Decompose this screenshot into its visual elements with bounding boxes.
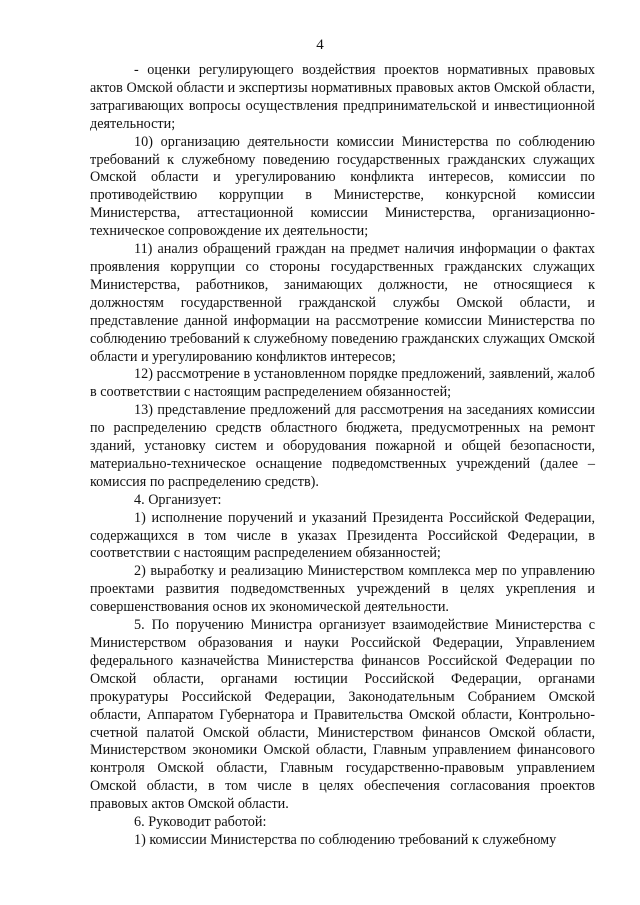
paragraph-item-10: 10) организацию деятельности комиссии Министерства по соблюдению требований к служебному поведению государственных гражданских служащих Омской области и урегулированию конфликта интересов, комиссии по противодействию коррупции в Министерстве, конкурсной комиссии Министерства, аттестационной комиссии Министерства, организационно-техническое сопровождение их деятельности;	[90, 133, 595, 240]
page-number: 4	[316, 37, 324, 53]
document-body	[90, 62, 595, 850]
paragraph-assessment-item: - оценки регулирующего воздействия проектов нормативных правовых актов Омской области и экспертизы нормативных правовых актов Омской области, затрагивающих вопросы осуществления предпринимательской и инвестиционной деятельности;	[90, 62, 595, 132]
section-4-item-2: 2) выработку и реализацию Министерством комплекса мер по управлению проектами развития подведомственных учреждений в целях укрепления и совершенствования основ их экономической деятельности.	[90, 563, 595, 616]
section-4-item-1: 1) исполнение поручений и указаний Президента Российской Федерации, содержащихся в том числе в указах Президента Российской Федерации, в соответствии с настоящим распределением обязанностей;	[90, 509, 595, 562]
section-4-heading: 4. Организует:	[134, 491, 222, 508]
paragraph-item-11: 11) анализ обращений граждан на предмет наличия информации о фактах проявления коррупции со стороны государственных гражданских служащих Министерства, работников, занимающих должности, не относящиеся к должностям государственной гражданской службы Омской области, и представление данной информации на рассмотрение комиссии Министерства по соблюдению требований к служебному поведению гражданских служащих Омской области и урегулированию конфликтов интересов;	[90, 241, 595, 365]
section-6-item-1: 1) комиссии Министерства по соблюдению требований к служебному	[134, 831, 557, 848]
section-5-paragraph: 5. По поручению Министра организует взаимодействие Министерства с Министерством образования и науки Российской Федерации, Управлением федерального казначейства Министерства финансов Российской Федерации по Омской области, органами юстиции Российской Федерации, органами прокуратуры Российской Федерации, Законодательным Собранием Омской области, Аппаратом Губернатора и Правительства Омской области, Контрольно-счетной палатой Омской области, Министерством финансов Омской области, Министерством экономики Омской области, Главным управлением финансового контроля Омской области, Главным государственно-правовым управлением Омской области, в том числе в целях обеспечения согласования проектов правовых актов Омской области.	[90, 617, 595, 813]
section-6-heading: 6. Руководит работой:	[134, 814, 267, 831]
paragraph-item-13: 13) представление предложений для рассмотрения на заседаниях комиссии по распределению средств областного бюджета, предусмотренных на ремонт зданий, установку систем и оборудования пожарной и общей безопасности, материально-техническое оснащение подведомственных учреждений (далее – комиссия по распределению средств).	[90, 402, 595, 490]
paragraph-item-12: 12) рассмотрение в установленном порядке предложений, заявлений, жалоб в соответствии с настоящим распределением обязанностей;	[90, 366, 595, 401]
